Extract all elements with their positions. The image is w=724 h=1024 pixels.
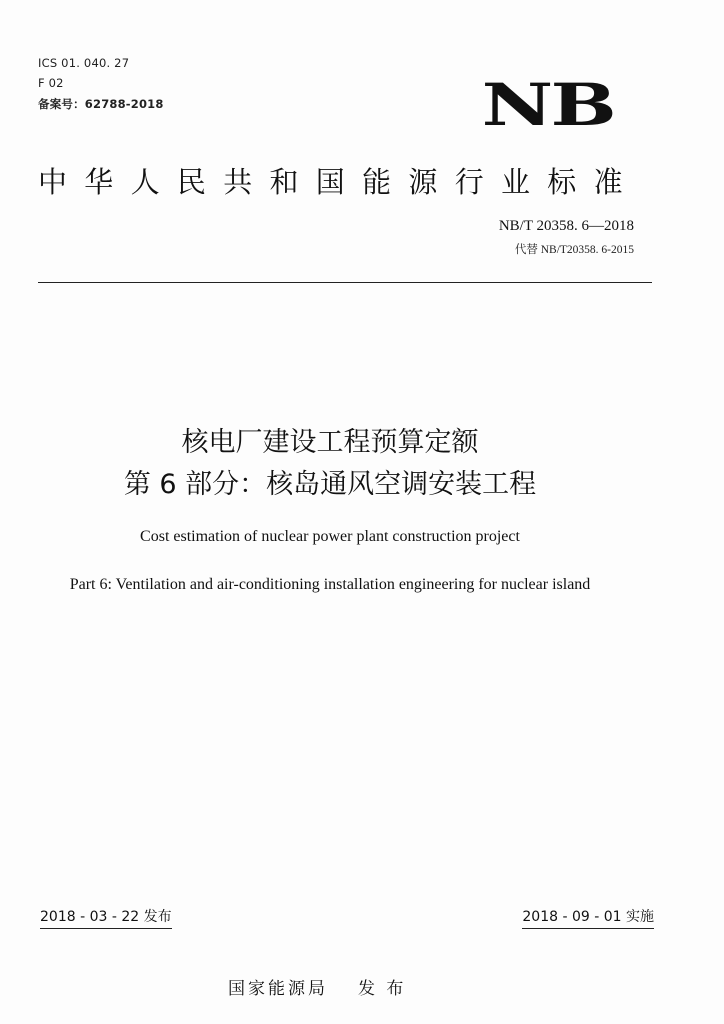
implementation-date: 2018 - 09 - 01 实施 <box>522 906 654 929</box>
title-en-line2: Part 6: Ventilation and air-conditioning installation engineering for nuclear island <box>69 576 591 593</box>
publish-action: 发 布 <box>358 979 407 999</box>
standard-number: NB/T 20358. 6—2018 <box>498 218 634 234</box>
title-en-line1: Cost estimation of nuclear power plant construction project <box>140 528 520 545</box>
header-divider <box>38 282 652 283</box>
nb-logo: NB <box>481 71 614 139</box>
issue-date: 2018 - 03 - 22 发布 <box>40 906 172 929</box>
publisher-name: 国家能源局 <box>228 979 328 999</box>
title-cn-line1: 核电厂建设工程预算定额 <box>181 427 479 458</box>
replaces-standard: 代替 NB/T20358. 6-2015 <box>514 244 634 256</box>
ccs-code: F 02 <box>38 76 64 90</box>
ics-code: ICS 01. 040. 27 <box>38 56 130 70</box>
org-title: 中华人民共和国能源行业标准 <box>38 165 640 199</box>
publisher-line <box>228 974 406 999</box>
record-number: 备案号：62788-2018 <box>38 97 164 111</box>
title-cn-line2: 第 6 部分：核岛通风空调安装工程 <box>123 469 537 500</box>
